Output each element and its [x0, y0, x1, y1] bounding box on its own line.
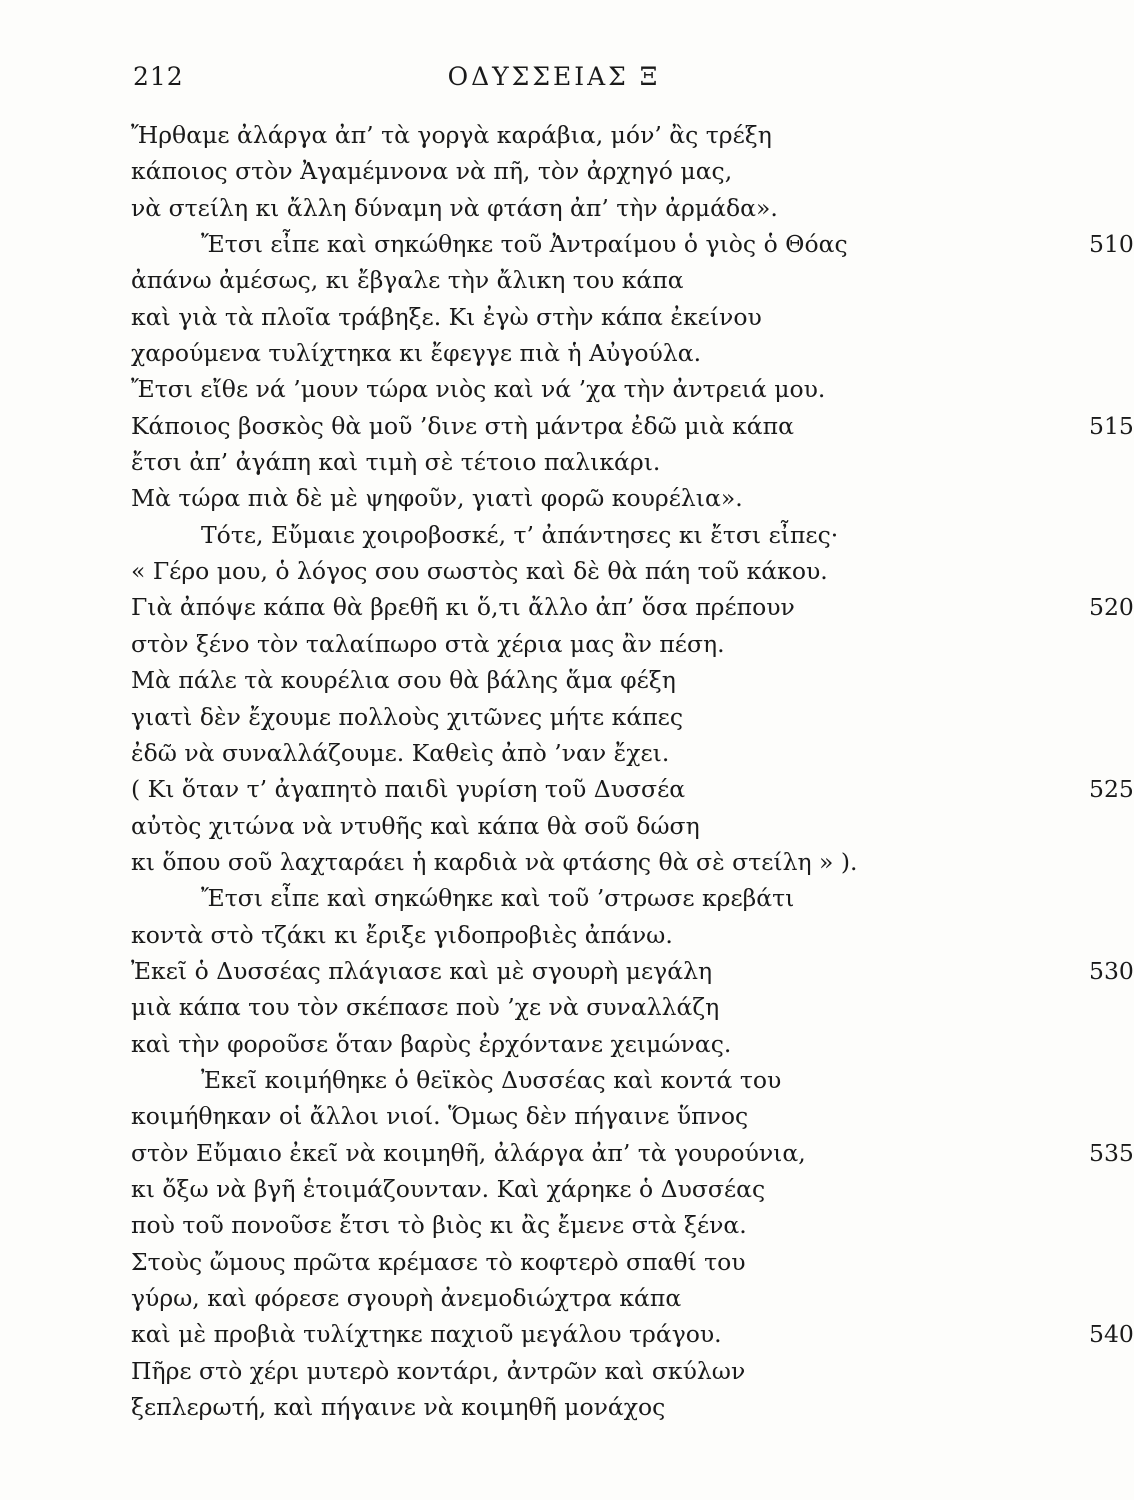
line-number: 540	[1089, 1320, 1134, 1349]
verse-line	[131, 444, 971, 480]
line-number: 535	[1089, 1138, 1134, 1167]
verse-line-text: ξεπλερωτή, καὶ πήγαινε νὰ κοιμηθῆ μονάχος	[131, 1393, 666, 1422]
verse-line-text: καὶ τὴν φοροῦσε ὅταν βαρὺς ἐρχόντανε χειμώνας.	[131, 1029, 732, 1058]
verse-line	[131, 190, 971, 226]
verse-line-text: Ἔτσι εἶπε καὶ σηκώθηκε τοῦ Ἀντραίμου ὁ γιὸς ὁ Θόας	[201, 230, 848, 259]
verse-line	[131, 335, 971, 371]
verse-line-text: γιατὶ δὲν ἔχουμε πολλοὺς χιτῶνες μήτε κάπες	[131, 702, 684, 731]
verse-line-text: ἐδῶ νὰ συναλλάζουμε. Καθεὶς ἀπὸ ’ναν ἔχει.	[131, 738, 670, 767]
verse-line	[131, 1207, 971, 1243]
verse-line	[131, 371, 971, 407]
line-number: 530	[1089, 956, 1134, 985]
verse-line	[131, 226, 1134, 262]
verse-line	[131, 699, 971, 735]
verse-text	[131, 117, 1134, 1425]
verse-line-text: κοντὰ στὸ τζάκι κι ἔριξε γιδοπροβιὲς ἀπάνω.	[131, 920, 673, 949]
verse-line-text: Κάποιος βοσκὸς θὰ μοῦ ’δινε στὴ μάντρα ἐδῶ μιὰ κάπα	[131, 411, 794, 440]
verse-line-text: γύρω, καὶ φόρεσε σγουρὴ ἀνεμοδιώχτρα κάπα	[131, 1284, 682, 1312]
line-number: 520	[1089, 593, 1134, 622]
verse-line	[131, 262, 971, 298]
verse-line-text: κάποιος στὸν Ἀγαμέμνονα νὰ πῆ, τὸν ἀρχηγό μας,	[131, 157, 733, 186]
verse-line	[131, 989, 971, 1025]
verse-line-text: Τότε, Εὔμαιε χοιροβοσκέ, τ’ ἀπάντησες κι ἔτσι εἶπες·	[201, 520, 839, 549]
verse-line-text: Ἐκεῖ κοιμήθηκε ὁ θεϊκὸς Δυσσέας καὶ κοντά του	[201, 1065, 782, 1094]
line-number: 510	[1089, 230, 1134, 259]
verse-line-text: αὐτὸς χιτώνα νὰ ντυθῆς καὶ κάπα θὰ σοῦ δώση	[131, 811, 700, 840]
verse-line-text: νὰ στείλη κι ἄλλη δύναμη νὰ φτάση ἀπ’ τὴν ἀρμάδα».	[131, 193, 778, 222]
verse-line-text: Ἔτσι εἴθε νά ’μουν τώρα νιὸς καὶ νά ’χα τὴν ἀντρειά μου.	[131, 375, 826, 404]
verse-line	[131, 735, 971, 771]
verse-line	[131, 553, 971, 589]
verse-line	[131, 662, 971, 698]
verse-line-text: χαρούμενα τυλίχτηκα κι ἔφεγγε πιὰ ἡ Αὐγούλα.	[131, 339, 702, 368]
verse-line	[131, 1389, 971, 1425]
verse-line	[131, 117, 971, 153]
verse-line-text: ἀπάνω ἀμέσως, κι ἔβγαλε τὴν ἄλικη του κάπα	[131, 266, 684, 295]
verse-line-text: Γιὰ ἀπόψε κάπα θὰ βρεθῆ κι ὅ,τι ἄλλο ἀπ’ ὅσα πρέπουν	[131, 593, 795, 622]
running-title: ΟΔΥΣΣΕΙΑΣ Ξ	[447, 62, 661, 91]
line-number: 525	[1089, 775, 1134, 804]
verse-line	[131, 1316, 1134, 1352]
verse-line	[131, 771, 1134, 807]
verse-line-text: στὸν ξένο τὸν ταλαίπωρο στὰ χέρια μας ἂν πέση.	[131, 629, 725, 658]
verse-line	[131, 589, 1134, 625]
verse-line	[131, 953, 1134, 989]
verse-line-text: κοιμήθηκαν οἱ ἄλλοι νιοί. Ὅμως δὲν πήγαινε ὕπνος	[131, 1102, 749, 1131]
verse-line-text: Μὰ πάλε τὰ κουρέλια σου θὰ βάλης ἅμα φέξη	[131, 666, 676, 695]
verse-line-text: Ἤρθαμε ἀλάργα ἀπ’ τὰ γοργὰ καράβια, μόν’ ἂς τρέξη	[131, 121, 772, 149]
verse-line-text: μιὰ κάπα του τὸν σκέπασε ποὺ ’χε νὰ συναλλάζη	[131, 993, 720, 1022]
verse-line-text: καὶ γιὰ τὰ πλοῖα τράβηξε. Κι ἐγὼ στὴν κάπα ἐκείνου	[131, 302, 762, 331]
page-number: 212	[133, 62, 184, 91]
verse-line-text: « Γέρο μου, ὁ λόγος σου σωστὸς καὶ δὲ θὰ πάη τοῦ κάκου.	[131, 557, 828, 586]
verse-line	[131, 917, 971, 953]
verse-line	[131, 1244, 971, 1280]
verse-line-text: ( Κι ὅταν τ’ ἀγαπητὸ παιδὶ γυρίση τοῦ Δυσσέα	[131, 775, 686, 804]
verse-line-text: Στοὺς ὤμους πρῶτα κρέμασε τὸ κοφτερὸ σπαθί του	[131, 1247, 746, 1276]
verse-line	[131, 517, 971, 553]
verse-line	[131, 626, 971, 662]
verse-line	[131, 1280, 971, 1316]
verse-line	[131, 1135, 1134, 1171]
verse-line	[131, 1026, 971, 1062]
verse-line-text: ἔτσι ἀπ’ ἀγάπη καὶ τιμὴ σὲ τέτοιο παλικάρι.	[131, 448, 661, 477]
verse-line-text: Ἐκεῖ ὁ Δυσσέας πλάγιασε καὶ μὲ σγουρὴ μεγάλη	[131, 956, 713, 985]
verse-line-text: κι ὄξω νὰ βγῆ ἑτοιμάζουνταν. Καὶ χάρηκε ὁ Δυσσέας	[131, 1174, 766, 1203]
verse-line	[131, 408, 1134, 444]
verse-line-text: Ἔτσι εἶπε καὶ σηκώθηκε καὶ τοῦ ’στρωσε κρεβάτι	[201, 884, 795, 913]
verse-line-text: ποὺ τοῦ πονοῦσε ἔτσι τὸ βιὸς κι ἂς ἔμενε στὰ ξένα.	[131, 1211, 747, 1240]
verse-line	[131, 808, 971, 844]
verse-line	[131, 153, 971, 189]
verse-line	[131, 844, 971, 880]
verse-line-text: Μὰ τώρα πιὰ δὲ μὲ ψηφοῦν, γιατὶ φορῶ κουρέλια».	[131, 484, 743, 513]
verse-line-text: κι ὅπου σοῦ λαχταράει ἡ καρδιὰ νὰ φτάσης θὰ σὲ στείλη » ).	[131, 847, 858, 876]
verse-line-text: Πῆρε στὸ χέρι μυτερὸ κοντάρι, ἀντρῶν καὶ σκύλων	[131, 1356, 746, 1385]
verse-line	[131, 1353, 971, 1389]
verse-line-text: στὸν Εὔμαιο ἐκεῖ νὰ κοιμηθῆ, ἀλάργα ἀπ’ τὰ γουρούνια,	[131, 1138, 806, 1167]
verse-line	[131, 1098, 971, 1134]
verse-line	[131, 299, 971, 335]
verse-line	[131, 480, 971, 516]
verse-line	[131, 880, 971, 916]
verse-line-text: καὶ μὲ προβιὰ τυλίχτηκε παχιοῦ μεγάλου τράγου.	[131, 1320, 722, 1349]
verse-line	[131, 1171, 971, 1207]
line-number: 515	[1089, 411, 1134, 440]
verse-line	[131, 1062, 971, 1098]
